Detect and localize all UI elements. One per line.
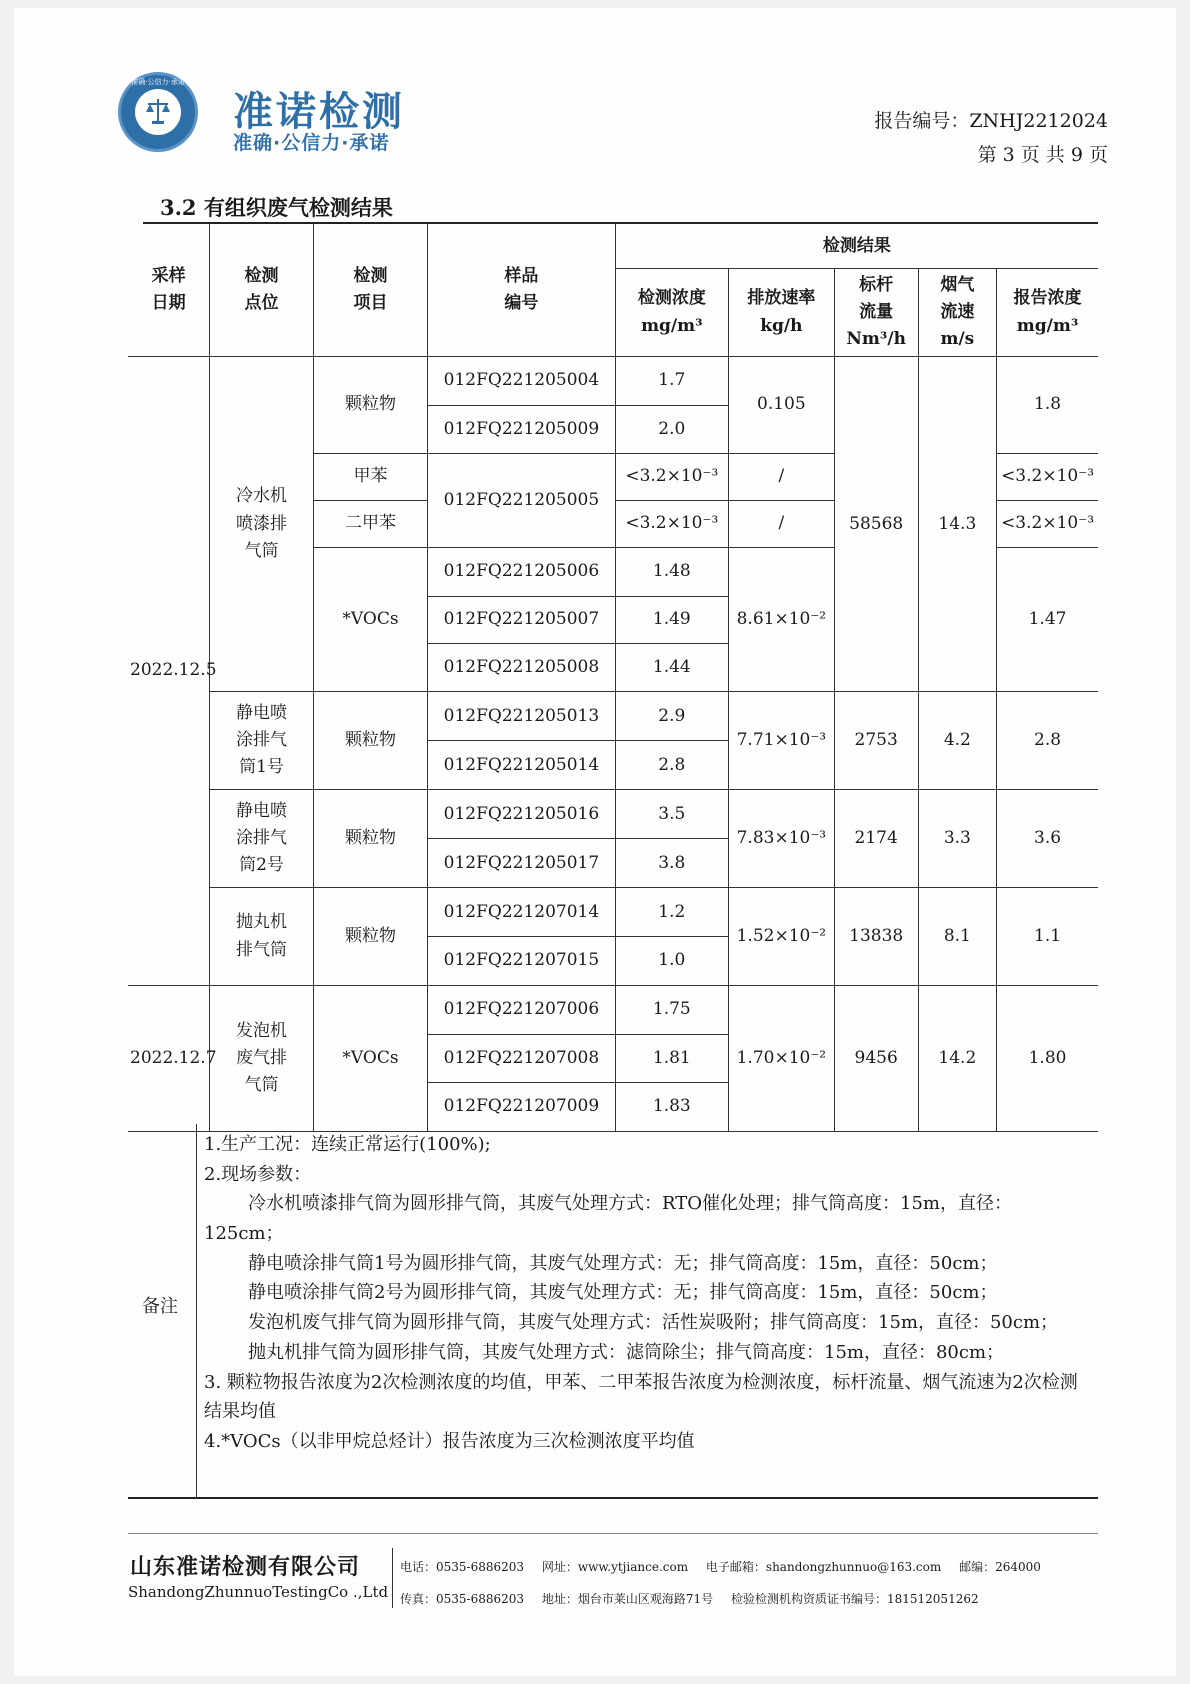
report-cell: 3.6 (997, 790, 1098, 888)
conc-cell: 1.7 (615, 357, 728, 406)
remarks-text (204, 1130, 1084, 1457)
remarks-divider (196, 1124, 197, 1497)
sample-cell: 012FQ221205006 (428, 547, 615, 596)
sample-cell: 012FQ221207006 (428, 986, 615, 1035)
remark-line: 3. 颗粒物报告浓度为2次检测浓度的均值，甲苯、二甲苯报告浓度为检测浓度，标杆流量、烟气流速为2次检测结果均值 (204, 1371, 1078, 1423)
remark-line: 4.*VOCs（以非甲烷总烃计）报告浓度为三次检测浓度平均值 (204, 1430, 695, 1452)
item-cell: 颗粒物 (313, 888, 427, 986)
footer-cert: 检验检测机构资质证书编号：181512051262 (730, 1592, 979, 1606)
conc-cell: 2.8 (615, 741, 728, 790)
point-cell: 抛丸机 排气筒 (210, 888, 314, 986)
sample-cell: 012FQ221205016 (428, 790, 615, 839)
footer-email: 电子邮箱：shandongzhunnuo@163.com (705, 1560, 942, 1574)
flow-cell: 9456 (834, 986, 918, 1132)
results-table (128, 224, 1098, 1132)
point-cell: 静电喷 涂排气 筒1号 (210, 692, 314, 790)
report-cell: 1.8 (997, 357, 1098, 454)
report-cell: <3.2×10⁻³ (997, 500, 1098, 547)
footer-address: 地址：烟台市莱山区观海路71号 (541, 1592, 714, 1606)
conc-cell: 1.49 (615, 596, 728, 644)
header-emission-rate: 排放速率 kg/h (729, 269, 835, 357)
bottom-rule (128, 1497, 1098, 1499)
report-number: 报告编号：ZNHJ2212024 (874, 110, 1108, 132)
rate-cell: / (729, 500, 835, 547)
company-name-cn: 山东准诺检测有限公司 (130, 1554, 361, 1580)
item-cell: 二甲苯 (313, 500, 427, 547)
conc-cell: 1.0 (615, 937, 728, 986)
header-report-conc: 报告浓度 mg/m³ (997, 269, 1098, 357)
velocity-cell: 8.1 (918, 888, 996, 986)
rate-cell: 8.61×10⁻² (729, 547, 835, 692)
remark-line: 冷水机喷漆排气筒为圆形排气筒，其废气处理方式：RTO催化处理；排气筒高度：15m，直径：125cm； (204, 1193, 1012, 1245)
company-logo (118, 72, 198, 152)
point-cell: 冷水机 喷漆排 气筒 (210, 357, 314, 692)
footer-fax: 传真：0535-6886203 (400, 1592, 525, 1606)
footer-rule (128, 1533, 1098, 1534)
sample-cell: 012FQ221205017 (428, 839, 615, 888)
item-cell: 颗粒物 (313, 357, 427, 454)
rate-cell: 1.52×10⁻² (729, 888, 835, 986)
remark-line: 静电喷涂排气筒1号为圆形排气筒，其废气处理方式：无；排气筒高度：15m，直径：50cm； (248, 1252, 998, 1274)
item-cell: *VOCs (313, 986, 427, 1132)
footer-contact-row (400, 1558, 1055, 1575)
sample-cell: 012FQ221205004 (428, 357, 615, 406)
header-item: 检测 项目 (313, 224, 427, 357)
footer-postcode: 邮编：264000 (959, 1560, 1041, 1574)
company-name-en: ShandongZhunnuoTestingCo .,Ltd (128, 1583, 389, 1601)
item-cell: 颗粒物 (313, 790, 427, 888)
report-cell: 1.1 (997, 888, 1098, 986)
header-date: 采样 日期 (128, 224, 210, 357)
report-cell: <3.2×10⁻³ (997, 453, 1098, 500)
rate-cell: 1.70×10⁻² (729, 986, 835, 1132)
conc-cell: 1.44 (615, 644, 728, 692)
remarks-label: 备注 (142, 1296, 178, 1317)
sample-cell: 012FQ221207009 (428, 1082, 615, 1131)
item-cell: 颗粒物 (313, 692, 427, 790)
conc-cell: 3.5 (615, 790, 728, 839)
report-cell: 1.80 (997, 986, 1098, 1132)
sample-cell: 012FQ221205014 (428, 741, 615, 790)
sample-cell: 012FQ221205013 (428, 692, 615, 741)
remark-line: 抛丸机排气筒为圆形排气筒，其废气处理方式：滤筒除尘；排气筒高度：15m，直径：80cm； (248, 1341, 1005, 1363)
item-cell: *VOCs (313, 547, 427, 692)
logo-inner-circle (135, 89, 181, 135)
rate-cell: 0.105 (729, 357, 835, 454)
velocity-cell: 3.3 (918, 790, 996, 888)
flow-cell: 58568 (834, 357, 918, 692)
sample-cell: 012FQ221205005 (428, 453, 615, 547)
point-cell: 静电喷 涂排气 筒2号 (210, 790, 314, 888)
remark-line: 1.生产工况：连续正常运行(100%); (204, 1134, 491, 1155)
report-cell: 1.47 (997, 547, 1098, 692)
section-title: 3.2 有组织废气检测结果 (160, 195, 393, 220)
item-cell: 甲苯 (313, 453, 427, 500)
remarks-section (128, 1124, 1098, 1497)
date-cell: 2022.12.5 (128, 357, 210, 986)
conc-cell: 2.9 (615, 692, 728, 741)
conc-cell: 1.81 (615, 1034, 728, 1082)
flow-cell: 2174 (834, 790, 918, 888)
remark-line: 发泡机废气排气筒为圆形排气筒，其废气处理方式：活性炭吸附；排气筒高度：15m，直径：50cm； (248, 1312, 1059, 1334)
flow-cell: 2753 (834, 692, 918, 790)
footer-website: 网址：www.ytjiance.com (541, 1560, 689, 1574)
rate-cell: 7.83×10⁻³ (729, 790, 835, 888)
remark-line: 静电喷涂排气筒2号为圆形排气筒，其废气处理方式：无；排气筒高度：15m，直径：50cm； (248, 1282, 998, 1304)
sample-cell: 012FQ221205007 (428, 596, 615, 644)
header-sample: 样品 编号 (428, 224, 615, 357)
header-point: 检测 点位 (210, 224, 314, 357)
sample-cell: 012FQ221205008 (428, 644, 615, 692)
rate-cell: / (729, 453, 835, 500)
sample-cell: 012FQ221205009 (428, 406, 615, 454)
conc-cell: 1.75 (615, 986, 728, 1035)
remark-line: 2.现场参数： (204, 1163, 312, 1185)
header-velocity: 烟气 流速 m/s (918, 269, 996, 357)
header-results-group: 检测结果 (615, 224, 1098, 269)
sample-cell: 012FQ221207014 (428, 888, 615, 937)
footer-address-row (400, 1590, 993, 1607)
conc-cell: 3.8 (615, 839, 728, 888)
conc-cell: 1.48 (615, 547, 728, 596)
brand-slogan: 准确·公信力·承诺 (233, 132, 390, 154)
point-cell: 发泡机 废气排 气筒 (210, 986, 314, 1132)
velocity-cell: 14.2 (918, 986, 996, 1132)
rate-cell: 7.71×10⁻³ (729, 692, 835, 790)
footer-separator (392, 1548, 393, 1608)
conc-cell: 2.0 (615, 406, 728, 454)
footer-phone: 电话：0535-6886203 (400, 1560, 525, 1574)
velocity-cell: 4.2 (918, 692, 996, 790)
header-flow: 标杆 流量 Nm³/h (834, 269, 918, 357)
velocity-cell: 14.3 (918, 357, 996, 692)
logo-motto: 准确·公信力·承诺 (131, 78, 185, 86)
sample-cell: 012FQ221207015 (428, 937, 615, 986)
flow-cell: 13838 (834, 888, 918, 986)
report-cell: 2.8 (997, 692, 1098, 790)
page-indicator: 第 3 页 共 9 页 (977, 144, 1108, 166)
conc-cell: <3.2×10⁻³ (615, 453, 728, 500)
sample-cell: 012FQ221207008 (428, 1034, 615, 1082)
date-cell: 2022.12.7 (128, 986, 210, 1132)
conc-cell: <3.2×10⁻³ (615, 500, 728, 547)
conc-cell: 1.83 (615, 1082, 728, 1131)
header-concentration: 检测浓度 mg/m³ (615, 269, 728, 357)
balance-scale-icon (145, 97, 171, 125)
brand-title: 准诺检测 (233, 89, 405, 135)
conc-cell: 1.2 (615, 888, 728, 937)
